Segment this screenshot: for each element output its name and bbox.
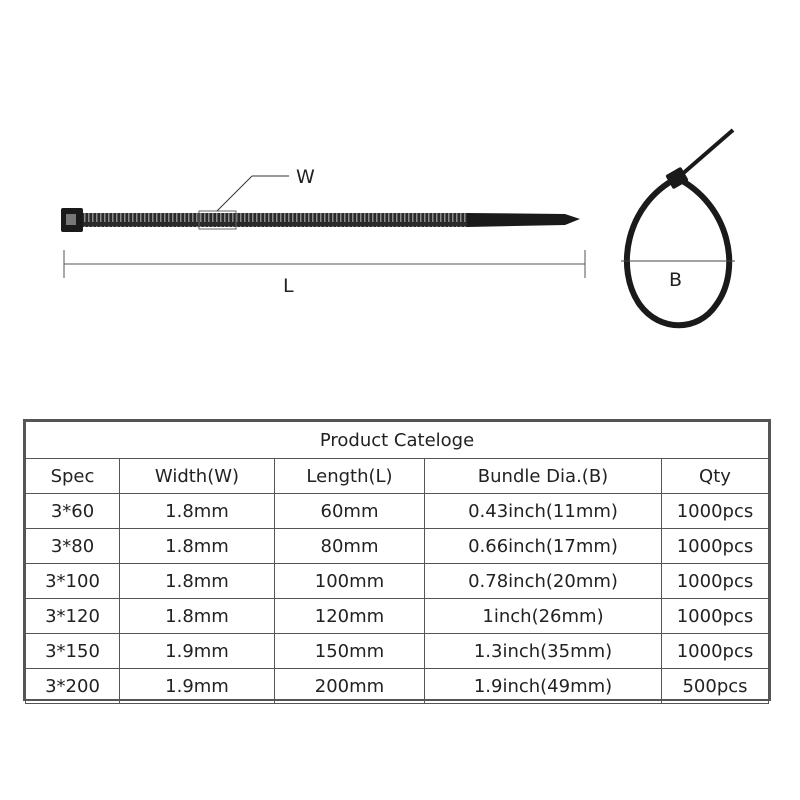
cell-spec: 3*60	[26, 494, 120, 529]
cell-length: 200mm	[275, 669, 425, 704]
product-catalog-table	[23, 419, 771, 701]
cell-length: 60mm	[275, 494, 425, 529]
cell-qty: 500pcs	[662, 669, 769, 704]
tie-loop	[627, 178, 729, 325]
cell-width: 1.8mm	[120, 599, 275, 634]
cell-bundle-dia: 0.66inch(17mm)	[425, 529, 662, 564]
width-label: W	[296, 166, 315, 188]
cell-bundle-dia: 0.43inch(11mm)	[425, 494, 662, 529]
table-row	[26, 564, 769, 599]
cell-spec: 3*100	[26, 564, 120, 599]
cell-width: 1.9mm	[120, 669, 275, 704]
cell-spec: 3*80	[26, 529, 120, 564]
cell-width: 1.8mm	[120, 529, 275, 564]
table-row	[26, 669, 769, 704]
cell-qty: 1000pcs	[662, 564, 769, 599]
bundle-label: B	[669, 269, 683, 291]
table-row	[26, 529, 769, 564]
column-header-width: Width(W)	[120, 459, 275, 494]
straight-cable-tie	[61, 208, 580, 232]
table-row	[26, 634, 769, 669]
tie-toothed-strap	[83, 213, 467, 227]
cell-length: 150mm	[275, 634, 425, 669]
cell-bundle-dia: 0.78inch(20mm)	[425, 564, 662, 599]
column-header-length: Length(L)	[275, 459, 425, 494]
cell-length: 100mm	[275, 564, 425, 599]
column-header-bundle-dia: Bundle Dia.(B)	[425, 459, 662, 494]
cell-width: 1.8mm	[120, 564, 275, 599]
cell-width: 1.8mm	[120, 494, 275, 529]
cell-qty: 1000pcs	[662, 634, 769, 669]
cell-length: 80mm	[275, 529, 425, 564]
column-header-spec: Spec	[26, 459, 120, 494]
cell-spec: 3*150	[26, 634, 120, 669]
cell-bundle-dia: 1.3inch(35mm)	[425, 634, 662, 669]
column-header-qty: Qty	[662, 459, 769, 494]
cell-qty: 1000pcs	[662, 529, 769, 564]
looped-cable-tie	[627, 130, 733, 325]
cell-qty: 1000pcs	[662, 599, 769, 634]
cell-qty: 1000pcs	[662, 494, 769, 529]
table-row	[26, 599, 769, 634]
catalog-title: Product Cateloge	[26, 422, 769, 459]
cell-bundle-dia: 1.9inch(49mm)	[425, 669, 662, 704]
loop-tie-tail	[680, 130, 733, 176]
cell-bundle-dia: 1inch(26mm)	[425, 599, 662, 634]
cell-length: 120mm	[275, 599, 425, 634]
length-dimension	[64, 250, 585, 278]
tie-head-slot	[66, 214, 76, 225]
cell-spec: 3*200	[26, 669, 120, 704]
table-row	[26, 494, 769, 529]
table-header-row	[26, 459, 769, 494]
cell-width: 1.9mm	[120, 634, 275, 669]
tie-tail	[467, 213, 580, 227]
length-label: L	[283, 275, 294, 297]
cell-spec: 3*120	[26, 599, 120, 634]
